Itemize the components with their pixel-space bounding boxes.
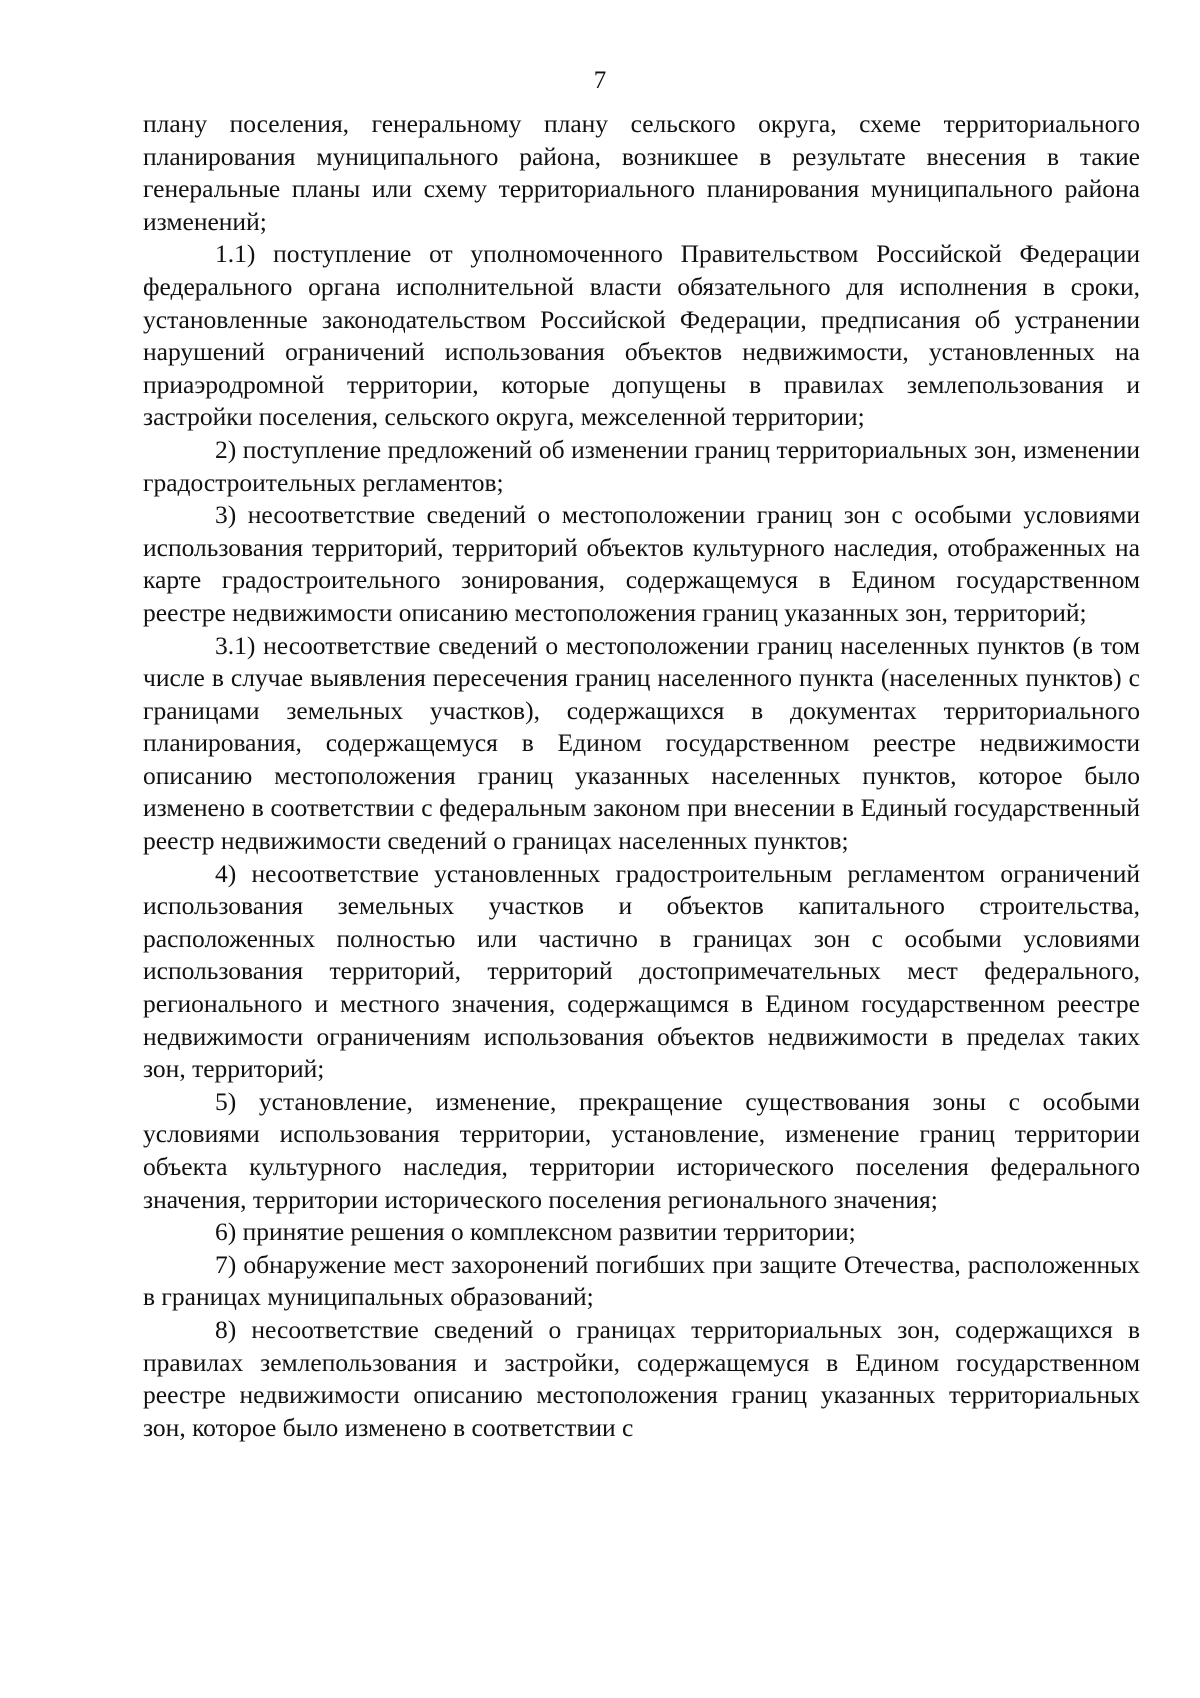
paragraph-item-1-1: 1.1) поступление от уполномоченного Правительством Российской Федерации федерального органа исполнительной власти обязательного для исполнения в сроки, установленные законодательством Российской Федерации, предписания об устранении нарушений ограничений использования объектов недвижимости, установленных на приаэродромной территории, которые допущены в правилах землепользования и застройки поселения, сельского округа, межселенной территории;: [143, 239, 1140, 432]
paragraph-item-3: 3) несоответствие сведений о местоположении границ зон с особыми условиями использования территорий, территорий объектов культурного наследия, отображенных на карте градостроительного зонирования, содержащемуся в Едином государственном реестре недвижимости описанию местоположения границ указанных зон, территорий;: [143, 500, 1140, 627]
paragraph-item-2: 2) поступление предложений об изменении границ территориальных зон, изменении градостроительных регламентов;: [143, 434, 1140, 497]
paragraph-item-7: 7) обнаружение мест захоронений погибших при защите Отечества, расположенных в границах муниципальных образований;: [143, 1249, 1140, 1312]
page-number: 7: [593, 67, 607, 94]
paragraph-item-5: 5) установление, изменение, прекращение существования зоны с особыми условиями использования территории, установление, изменение границ территории объекта культурного наследия, территории исторического поселения федерального значения, территории исторического поселения регионального значения;: [143, 1086, 1140, 1214]
paragraph-item-8: 8) несоответствие сведений о границах территориальных зон, содержащихся в правилах землепользования и застройки, содержащемуся в Едином государственном реестре недвижимости описанию местоположения границ указанных территориальных зон, которое было изменено в соответствии с: [143, 1314, 1140, 1442]
paragraph-continuation: плану поселения, генеральному плану сельского округа, схеме территориального планирования муниципального района, возникшее в результате внесения в такие генеральные планы или схему территориального планирования муниципального района изменений;: [143, 109, 1140, 236]
paragraph-item-6: 6) принятие решения о комплексном развитии территории;: [215, 1217, 856, 1247]
document-body: [143, 108, 1140, 1444]
paragraph-item-4: 4) несоответствие установленных градостроительным регламентом ограничений использования земельных участков и объектов капитального строительства, расположенных полностью или частично в границах зон с особыми условиями использования территорий, территорий достопримечательных мест федерального, регионального и местного значения, содержащимся в Едином государственном реестре недвижимости ограничениям использования объектов недвижимости в пределах таких зон, территорий;: [143, 858, 1140, 1084]
paragraph-item-3-1: 3.1) несоответствие сведений о местоположении границ населенных пунктов (в том числе в случае выявления пересечения границ населенного пункта (населенных пунктов) с границами земельных участков), содержащихся в документах территориального планирования, содержащемуся в Едином государственном реестре недвижимости описанию местоположения границ указанных населенных пунктов, которое было изменено в соответствии с федеральным законом при внесении в Единый государственный реестр недвижимости сведений о границах населенных пунктов;: [143, 630, 1140, 856]
